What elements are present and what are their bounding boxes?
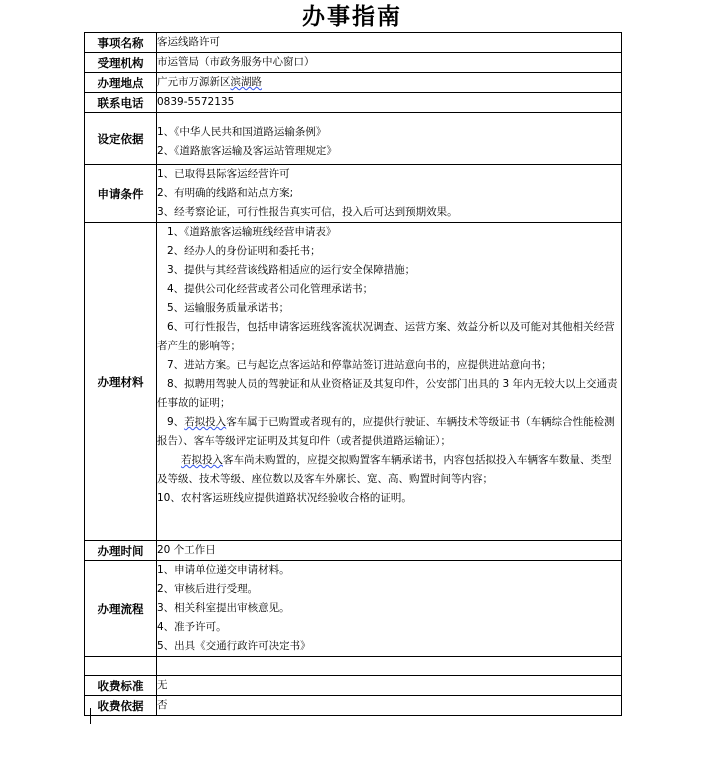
label-item-name: 事项名称	[85, 33, 157, 53]
row-item-name	[85, 33, 622, 53]
value-materials	[157, 223, 622, 541]
value-conditions	[157, 165, 622, 223]
value-fee-standard: 无	[157, 676, 622, 696]
label-basis: 设定依据	[85, 113, 157, 165]
material-line: 7、进站方案。已与起讫点客运站和停靠站签订进站意向书的，应提供进站意向书；	[167, 359, 552, 371]
value-empty	[157, 657, 622, 676]
basis-line: 2、《道路旅客运输及客运站管理规定》	[157, 144, 337, 157]
material-line: 5、运输服务质量承诺书；	[167, 302, 290, 314]
label-fee-basis: 收费依据	[85, 696, 157, 716]
value-agency: 市运管局（市政务服务中心窗口）	[157, 53, 622, 73]
material-line	[157, 413, 621, 451]
location-prefix: 广元市万源新区	[157, 76, 231, 88]
basis-line: 1、《中华人民共和国道路运输条例》	[157, 125, 327, 138]
text-cursor	[90, 708, 91, 724]
process-line: 4、准予许可。	[157, 621, 227, 633]
label-fee-standard: 收费标准	[85, 676, 157, 696]
page-title: 办事指南	[302, 3, 402, 30]
m9b-underlined: 若拟投入	[181, 454, 223, 466]
label-process: 办理流程	[85, 561, 157, 657]
material-line: 10、农村客运班线应提供道路状况经验收合格的证明。	[157, 492, 412, 504]
m9-underlined: 若拟投入	[184, 416, 227, 428]
row-empty	[85, 657, 622, 676]
m9-rest: 客车属于已购置或者现有的，应提供行驶证、车辆技术等级证书（车辆综合性能检测报告）、客车等级评定证明及其复印件（或者提供道路运输证）；	[157, 416, 615, 447]
label-empty	[85, 657, 157, 676]
guide-table	[84, 32, 622, 716]
value-basis	[157, 113, 622, 165]
value-phone: 0839-5572135	[157, 93, 622, 113]
value-process	[157, 561, 622, 657]
label-phone: 联系电话	[85, 93, 157, 113]
value-fee-basis: 否	[157, 696, 622, 716]
row-basis	[85, 113, 622, 165]
row-conditions	[85, 165, 622, 223]
row-time	[85, 541, 622, 561]
process-line: 2、审核后进行受理。	[157, 583, 259, 595]
m9-prefix: 9、	[167, 416, 185, 428]
label-conditions: 申请条件	[85, 165, 157, 223]
material-line: 3、提供与其经营该线路相适应的运行安全保障措施；	[167, 264, 416, 276]
condition-line: 3、经考察论证，可行性报告真实可信，投入后可达到预期效果。	[157, 206, 458, 218]
material-line: 2、经办人的身份证明和委托书；	[167, 245, 321, 257]
row-location	[85, 73, 622, 93]
row-phone	[85, 93, 622, 113]
value-item-name: 客运线路许可	[157, 33, 622, 53]
row-agency	[85, 53, 622, 73]
condition-line: 2、有明确的线路和站点方案;	[157, 187, 294, 199]
material-line: 1、《道路旅客运输班线经营申请表》	[167, 226, 337, 238]
value-time: 20 个工作日	[157, 541, 622, 561]
condition-line: 1、已取得县际客运经营许可	[157, 168, 290, 180]
row-process	[85, 561, 622, 657]
location-street: 滨湖路	[230, 76, 262, 88]
material-line: 6、可行性报告，包括申请客运班线客流状况调查、运营方案、效益分析以及可能对其他相关经营者产生的影响等；	[157, 321, 615, 352]
label-materials: 办理材料	[85, 223, 157, 541]
value-location	[157, 73, 622, 93]
label-agency: 受理机构	[85, 53, 157, 73]
material-line: 8、拟聘用驾驶人员的驾驶证和从业资格证及其复印件，公安部门出具的 3 年内无较大以上交通责任事故的证明；	[157, 378, 618, 409]
material-line: 4、提供公司化经营或者公司化管理承诺书；	[167, 283, 374, 295]
label-time: 办理时间	[85, 541, 157, 561]
process-line: 5、出具《交通行政许可决定书》	[157, 640, 311, 652]
material-line	[157, 451, 621, 489]
row-fee-basis	[85, 696, 622, 716]
process-line: 1、申请单位递交申请材料。	[157, 564, 290, 576]
label-location: 办理地点	[85, 73, 157, 93]
process-line: 3、相关科室提出审核意见。	[157, 602, 290, 614]
row-materials	[85, 223, 622, 541]
m9b-rest: 客车尚未购置的，应提交拟购置客车辆承诺书，内容包括拟投入车辆客车数量、类型及等级、技术等级、座位数以及客车外廓长、宽、高、购置时间等内容；	[157, 454, 612, 485]
row-fee-standard	[85, 676, 622, 696]
